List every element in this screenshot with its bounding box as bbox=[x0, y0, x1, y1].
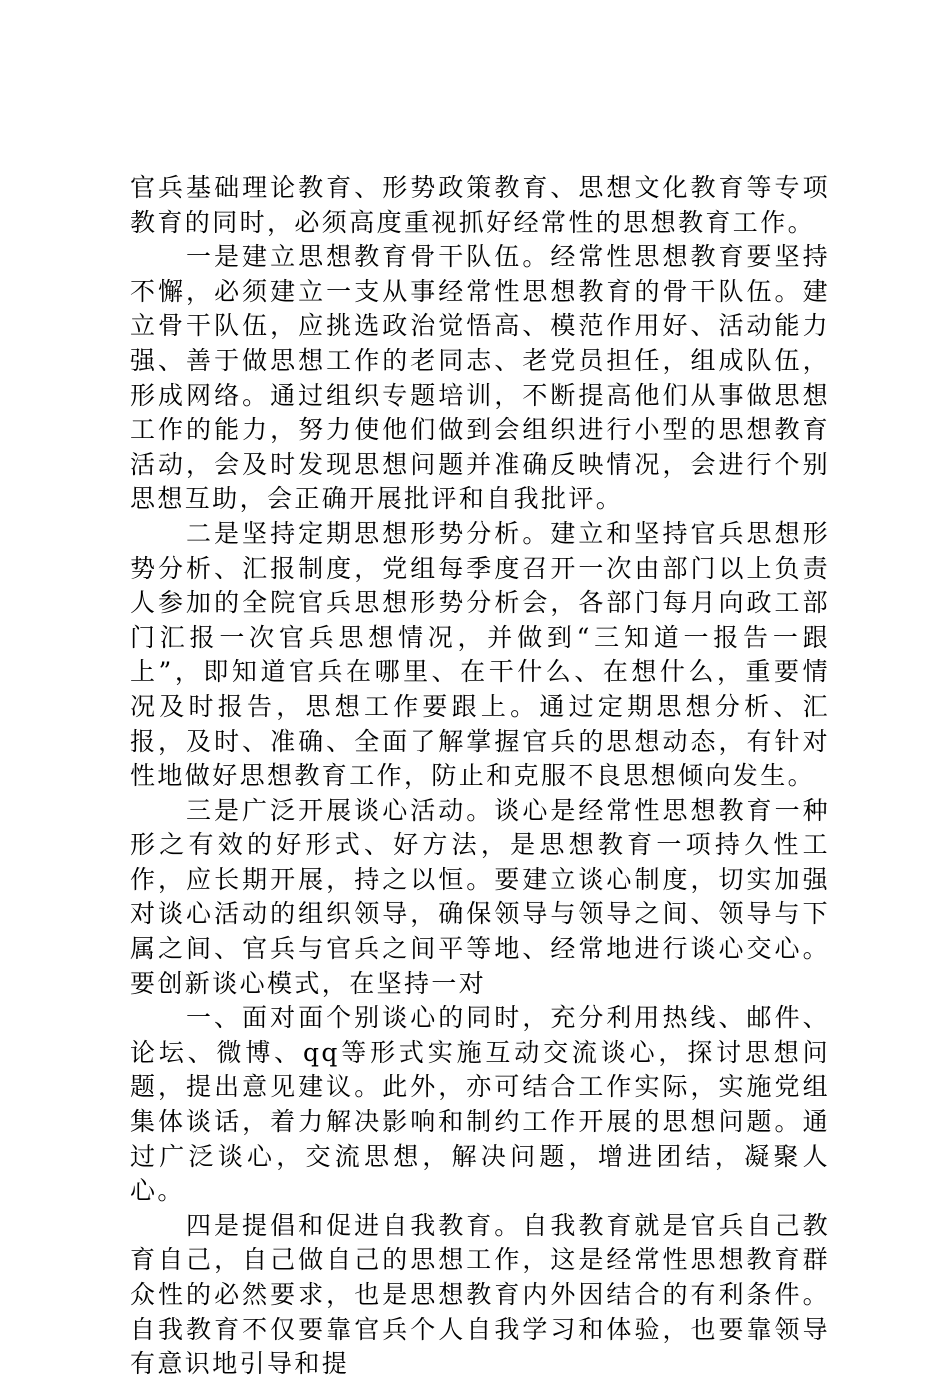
paragraph-point-one: 一是建立思想教育骨干队伍。经常性思想教育要坚持不懈，必须建立一支从事经常性思想教育的骨干队伍。建立骨干队伍，应挑选政治觉悟高、模范作用好、活动能力强、善于做思想工作的老同志、老党员担任，组成队伍，形成网络。通过组织专题培训，不断提高他们从事做思想工作的能力，努力使他们做到会组织进行小型的思想教育活动，会及时发现思想问题并准确反映情况，会进行个别思想互助，会正确开展批评和自我批评。 bbox=[130, 242, 830, 514]
document-body bbox=[130, 171, 830, 1382]
paragraph-point-three-continued: 一、面对面个别谈心的同时，充分利用热线、邮件、论坛、微博、qq等形式实施互动交流谈心，探讨思想问题，提出意见建议。此外，亦可结合工作实际，实施党组集体谈话，着力解决影响和制约工作开展的思想问题。通过广泛谈心，交流思想，解决问题，增进团结，凝聚人心。 bbox=[130, 1003, 830, 1206]
paragraph-point-three: 三是广泛开展谈心活动。谈心是经常性思想教育一种形之有效的好形式、好方法，是思想教育一项持久性工作，应长期开展，持之以恒。要建立谈心制度，切实加强对谈心活动的组织领导，确保领导与领导之间、领导与下属之间、官兵与官兵之间平等地、经常地进行谈心交心。要创新谈心模式，在坚持一对 bbox=[130, 795, 830, 998]
paragraph-continuation: 官兵基础理论教育、形势政策教育、思想文化教育等专项教育的同时，必须高度重视抓好经常性的思想教育工作。 bbox=[130, 173, 830, 237]
paragraph-point-two: 二是坚持定期思想形势分析。建立和坚持官兵思想形势分析、汇报制度，党组每季度召开一次由部门以上负责人参加的全院官兵思想形势分析会，各部门每月向政工部门汇报一次官兵思想情况，并做到“三知道一报告一跟上”，即知道官兵在哪里、在干什么、在想什么，重要情况及时报告，思想工作要跟上。通过定期思想分析、汇报，及时、准确、全面了解掌握官兵的思想动态，有针对性地做好思想教育工作，防止和克服不良思想倾向发生。 bbox=[130, 518, 830, 791]
paragraph-point-four: 四是提倡和促进自我教育。自我教育就是官兵自己教育自己，自己做自己的思想工作，这是经常性思想教育群众性的必然要求，也是思想教育内外因结合的有利条件。自我教育不仅要靠官兵个人自我学习和体验，也要靠领导有意识地引导和提 bbox=[130, 1210, 830, 1379]
